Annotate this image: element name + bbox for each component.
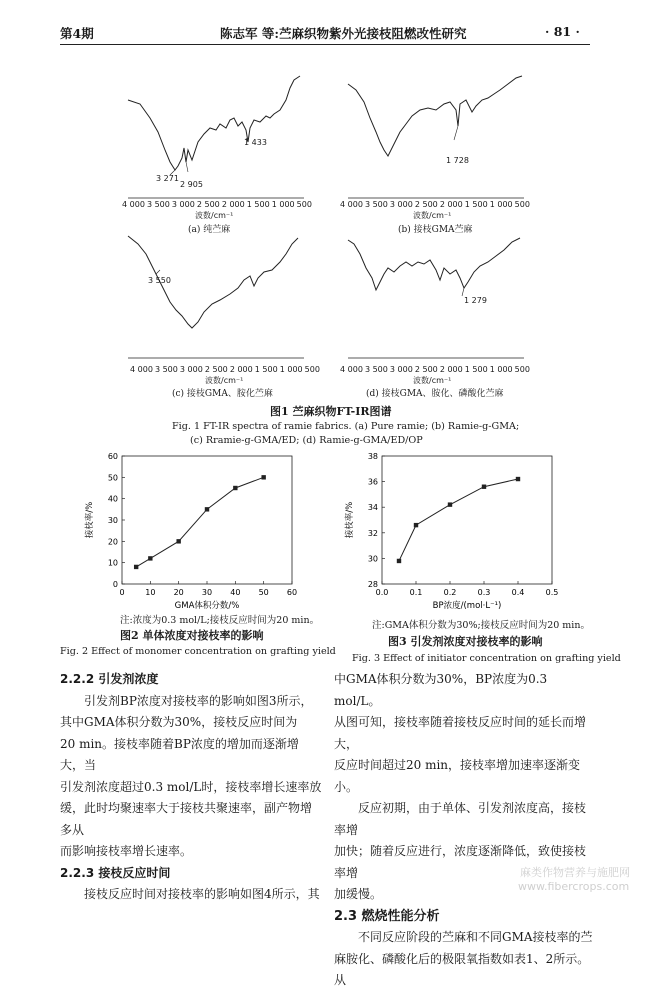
y-tick-label: 34 (367, 503, 378, 513)
header-rule (60, 44, 590, 45)
fig1-caption-en-1: Fig. 1 FT-IR spectra of ramie fabrics. (a) Pure ramie; (b) Ramie-g-GMA; (172, 421, 520, 432)
tick: 1 500 (464, 365, 488, 374)
x-tick-label: 50 (258, 588, 269, 597)
fig2-note: 注:浓度为0.3 mol/L;接枝反应时间为20 min。 (120, 615, 320, 626)
tick: 500 (514, 200, 530, 209)
y-tick-label: 20 (107, 537, 118, 547)
paragraph-line: 不同反应阶段的苎麻和不同GMA接枝率的苎 (358, 930, 593, 944)
tick: 2 000 (221, 200, 245, 209)
fig3-note: 注:GMA体积分数为30%;接枝反应时间为20 min。 (372, 620, 590, 631)
x-tick-label: 0.4 (511, 588, 525, 597)
tick: 2 500 (204, 365, 228, 374)
header-page-number: · 81 · (545, 24, 580, 39)
ftir-a-peak-1: 3 271 (156, 174, 179, 183)
ftir-c-ticks (130, 365, 320, 374)
tick: 4 000 (130, 365, 153, 374)
tick: 1 500 (254, 365, 278, 374)
tick: 3 000 (389, 200, 413, 209)
tick: 3 500 (364, 365, 388, 374)
paragraph-line: 反应初期，由于单体、引发剂浓度高，接枝率增 (334, 801, 587, 837)
tick: 4 000 (122, 200, 145, 209)
y-tick-label: 40 (107, 494, 118, 504)
x-tick-label: 0.1 (409, 588, 423, 597)
ftir-d-xlabel: 波数/cm⁻¹ (413, 376, 452, 385)
y-axis-label: 接枝率/% (345, 501, 355, 539)
ftir-d-caption: (d) 接枝GMA、胺化、磷酸化苎麻 (366, 389, 504, 399)
ftir-a-caption: (a) 纯苎麻 (188, 225, 231, 235)
tick: 3 500 (146, 200, 170, 209)
paragraph-line: 其中GMA体积分数为30%，接枝反应时间为 (60, 715, 298, 729)
series-line (136, 477, 264, 567)
paragraph-line: 20 min。接枝率随着BP浓度的增加而逐渐增大，当 (60, 736, 299, 772)
ftir-panel-d (340, 232, 530, 372)
right-column (334, 669, 596, 992)
ftir-b-peak-1: 1 728 (446, 156, 469, 165)
x-tick-label: 0.3 (477, 588, 491, 597)
left-column (60, 669, 322, 906)
tick: 1 000 (271, 200, 295, 209)
x-tick-label: 10 (145, 588, 156, 597)
tick: 500 (514, 365, 530, 374)
paragraph-line: 缓，此时均聚速率大于接枝共聚速率，副产物增多从 (60, 801, 313, 837)
y-tick-label: 60 (107, 452, 118, 461)
ftir-a-peak-2: 2 905 (180, 180, 203, 189)
paragraph-line: 麻胺化、磷酸化后的极限氧指数如表1、2所示。从 (334, 951, 590, 987)
tick: 2 000 (439, 365, 463, 374)
tick: 3 000 (389, 365, 413, 374)
section-2-3-title: 2.3 燃烧性能分析 (334, 908, 440, 924)
ftir-spectrum-c (120, 232, 310, 372)
ftir-panel-c (120, 232, 310, 372)
tick: 1 500 (246, 200, 270, 209)
x-axis-label: GMA体积分数/% (174, 601, 240, 611)
header-title: 陈志军 等:苎麻织物紫外光接枝阻燃改性研究 (220, 26, 467, 41)
fig2-caption-en: Fig. 2 Effect of monomer concentration on grafting yield (60, 646, 336, 657)
y-tick-label: 30 (107, 516, 118, 525)
paragraph-line: 接枝反应时间对接枝率的影响如图4所示，其 (84, 887, 320, 901)
fig3-caption-cn: 图3 引发剂浓度对接枝率的影响 (388, 635, 543, 648)
tick: 4 000 (340, 200, 363, 209)
data-point (233, 486, 237, 490)
tick: 3 500 (154, 365, 178, 374)
ftir-a-peak-3: 1 433 (244, 138, 267, 147)
tick: 1 000 (489, 365, 513, 374)
ftir-b-ticks (340, 200, 530, 209)
y-axis-label: 接枝率/% (85, 501, 95, 539)
plot-frame (382, 456, 552, 584)
data-point (397, 559, 401, 563)
paragraph-line: 而影响接枝率增长速率。 (60, 844, 193, 858)
data-point (414, 523, 418, 527)
ftir-a-xlabel: 波数/cm⁻¹ (195, 211, 234, 220)
paragraph-line: 引发剂浓度超过0.3 mol/L时，接枝率增长速率放 (60, 779, 322, 794)
x-tick-label: 0 (119, 588, 125, 597)
monomer-concentration-chart (80, 448, 310, 618)
data-point (448, 502, 452, 506)
tick: 500 (296, 200, 312, 209)
watermark-cn: 麻类作物营养与施肥网 (520, 866, 630, 879)
x-tick-label: 30 (201, 588, 213, 597)
paragraph-line: 反应时间超过20 min，接枝率增加速率逐渐变小。 (334, 758, 581, 794)
y-tick-label: 32 (367, 528, 378, 538)
x-axis-label: BP浓度/(mol·L⁻¹) (432, 601, 502, 611)
tick: 500 (304, 365, 320, 374)
watermark-url: www.fibercrops.com (518, 880, 630, 893)
data-point (134, 565, 138, 569)
y-tick-label: 0 (112, 580, 118, 589)
data-point (148, 556, 152, 560)
header-issue: 第4期 (60, 26, 94, 41)
ftir-a-ticks (122, 200, 312, 209)
tick: 3 000 (179, 365, 203, 374)
x-tick-label: 20 (173, 588, 184, 597)
paragraph-line: 从图可知，接枝率随着接枝反应时间的延长而增大， (334, 715, 587, 751)
tick: 3 500 (364, 200, 388, 209)
initiator-concentration-chart (340, 448, 570, 618)
tick: 3 000 (171, 200, 195, 209)
x-tick-label: 0.5 (545, 588, 559, 597)
tick: 1 500 (464, 200, 488, 209)
ftir-c-xlabel: 波数/cm⁻¹ (205, 376, 244, 385)
y-tick-label: 38 (367, 452, 378, 461)
paragraph-line: 中GMA体积分数为30%，BP浓度为0.3 mol/L。 (334, 672, 548, 708)
fig2-caption-cn: 图2 单体浓度对接枝率的影响 (120, 629, 264, 642)
ftir-d-peak-1: 1 279 (464, 296, 487, 305)
tick: 2 000 (439, 200, 463, 209)
ftir-c-peak-1: 3 550 (148, 276, 171, 285)
section-2-2-2-title: 2.2.2 引发剂浓度 (60, 672, 159, 686)
section-2-2-3-title: 2.2.3 接枝反应时间 (60, 865, 171, 880)
data-point (205, 507, 209, 511)
data-point (516, 477, 520, 481)
tick: 2 500 (196, 200, 220, 209)
ftir-c-caption: (c) 接枝GMA、胺化苎麻 (172, 389, 273, 399)
y-tick-label: 30 (367, 554, 378, 564)
plot-frame (122, 456, 292, 584)
paragraph-line: 加快；随着反应进行，浓度逐渐降低，致使接枝率增 (334, 844, 587, 880)
ftir-spectrum-d (340, 232, 530, 372)
ftir-b-caption: (b) 接枝GMA苎麻 (398, 225, 473, 235)
data-point (176, 539, 180, 543)
paragraph-line: 引发剂BP浓度对接枝率的影响如图3所示， (84, 693, 313, 708)
x-tick-label: 0.2 (443, 588, 457, 597)
fig1-caption-cn: 图1 苎麻织物FT-IR图谱 (270, 405, 392, 418)
tick: 1 000 (489, 200, 513, 209)
y-tick-label: 28 (367, 580, 378, 589)
tick: 4 000 (340, 365, 363, 374)
tick: 2 500 (414, 200, 438, 209)
data-point (482, 485, 486, 489)
x-tick-label: 0.0 (375, 588, 389, 597)
paragraph-line: 加缓慢。 (334, 887, 383, 901)
y-tick-label: 10 (107, 558, 118, 568)
tick: 2 000 (229, 365, 253, 374)
data-point (261, 475, 265, 479)
x-tick-label: 40 (230, 588, 241, 597)
ftir-b-xlabel: 波数/cm⁻¹ (413, 211, 452, 220)
y-tick-label: 36 (367, 477, 378, 487)
y-tick-label: 50 (107, 473, 118, 483)
x-tick-label: 60 (286, 588, 298, 597)
ftir-d-ticks (340, 365, 530, 374)
fig1-caption-en-2: (c) Rramie-g-GMA/ED; (d) Ramie-g-GMA/ED/OP (190, 435, 423, 446)
tick: 2 500 (414, 365, 438, 374)
series-line (399, 479, 518, 561)
fig3-caption-en: Fig. 3 Effect of initiator concentration on grafting yield (352, 653, 621, 664)
tick: 1 000 (279, 365, 303, 374)
